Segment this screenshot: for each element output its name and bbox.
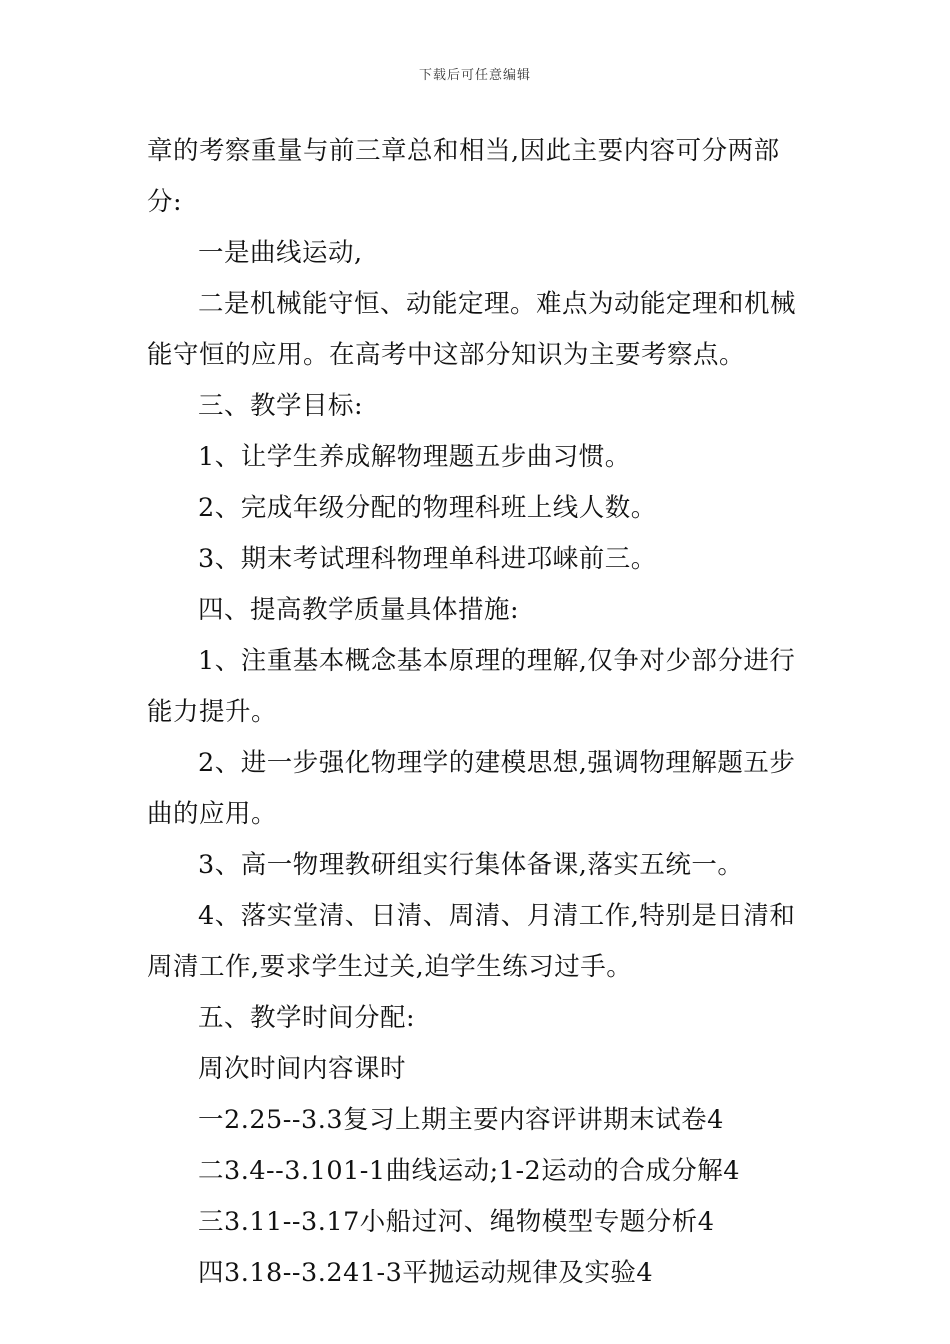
schedule-row-4: 四3.18--3.241-3平抛运动规律及实验4 bbox=[198, 1258, 654, 1288]
measure-item-3: 3、高一物理教研组实行集体备课,落实五统一。 bbox=[198, 850, 744, 880]
goal-item-1: 1、让学生养成解物理题五步曲习惯。 bbox=[198, 442, 631, 472]
section-heading-goals: 三、教学目标: bbox=[198, 391, 364, 421]
section-heading-schedule: 五、教学时间分配: bbox=[198, 1003, 416, 1033]
goal-item-3: 3、期末考试理科物理单科进邛崃前三。 bbox=[198, 544, 657, 574]
schedule-row-2: 二3.4--3.101-1曲线运动;1-2运动的合成分解4 bbox=[198, 1156, 741, 1186]
page-header: 下载后可任意编辑 bbox=[418, 68, 531, 83]
schedule-row-3: 三3.11--3.17小船过河、绳物模型专题分析4 bbox=[198, 1207, 715, 1237]
paragraph-intro: 章的考察重量与前三章总和相当,因此主要内容可分两部分: bbox=[147, 136, 780, 217]
schedule-row-1: 一2.25--3.3复习上期主要内容评讲期末试卷4 bbox=[198, 1105, 724, 1135]
measure-item-4: 4、落实堂清、日清、周清、月清工作,特别是日清和周清工作,要求学生过关,迫学生练习过手。 bbox=[147, 901, 796, 982]
measure-item-1: 1、注重基本概念基本原理的理解,仅争对少部分进行能力提升。 bbox=[147, 646, 796, 727]
paragraph-curve-motion: 一是曲线运动, bbox=[198, 238, 363, 268]
section-heading-measures: 四、提高教学质量具体措施: bbox=[198, 595, 520, 625]
schedule-header-row: 周次时间内容课时 bbox=[198, 1054, 407, 1084]
document-body bbox=[147, 126, 812, 1299]
paragraph-energy: 二是机械能守恒、动能定理。难点为动能定理和机械能守恒的应用。在高考中这部分知识为主要考察点。 bbox=[147, 289, 797, 370]
goal-item-2: 2、完成年级分配的物理科班上线人数。 bbox=[198, 493, 657, 523]
measure-item-2: 2、进一步强化物理学的建模思想,强调物理解题五步曲的应用。 bbox=[147, 748, 796, 829]
